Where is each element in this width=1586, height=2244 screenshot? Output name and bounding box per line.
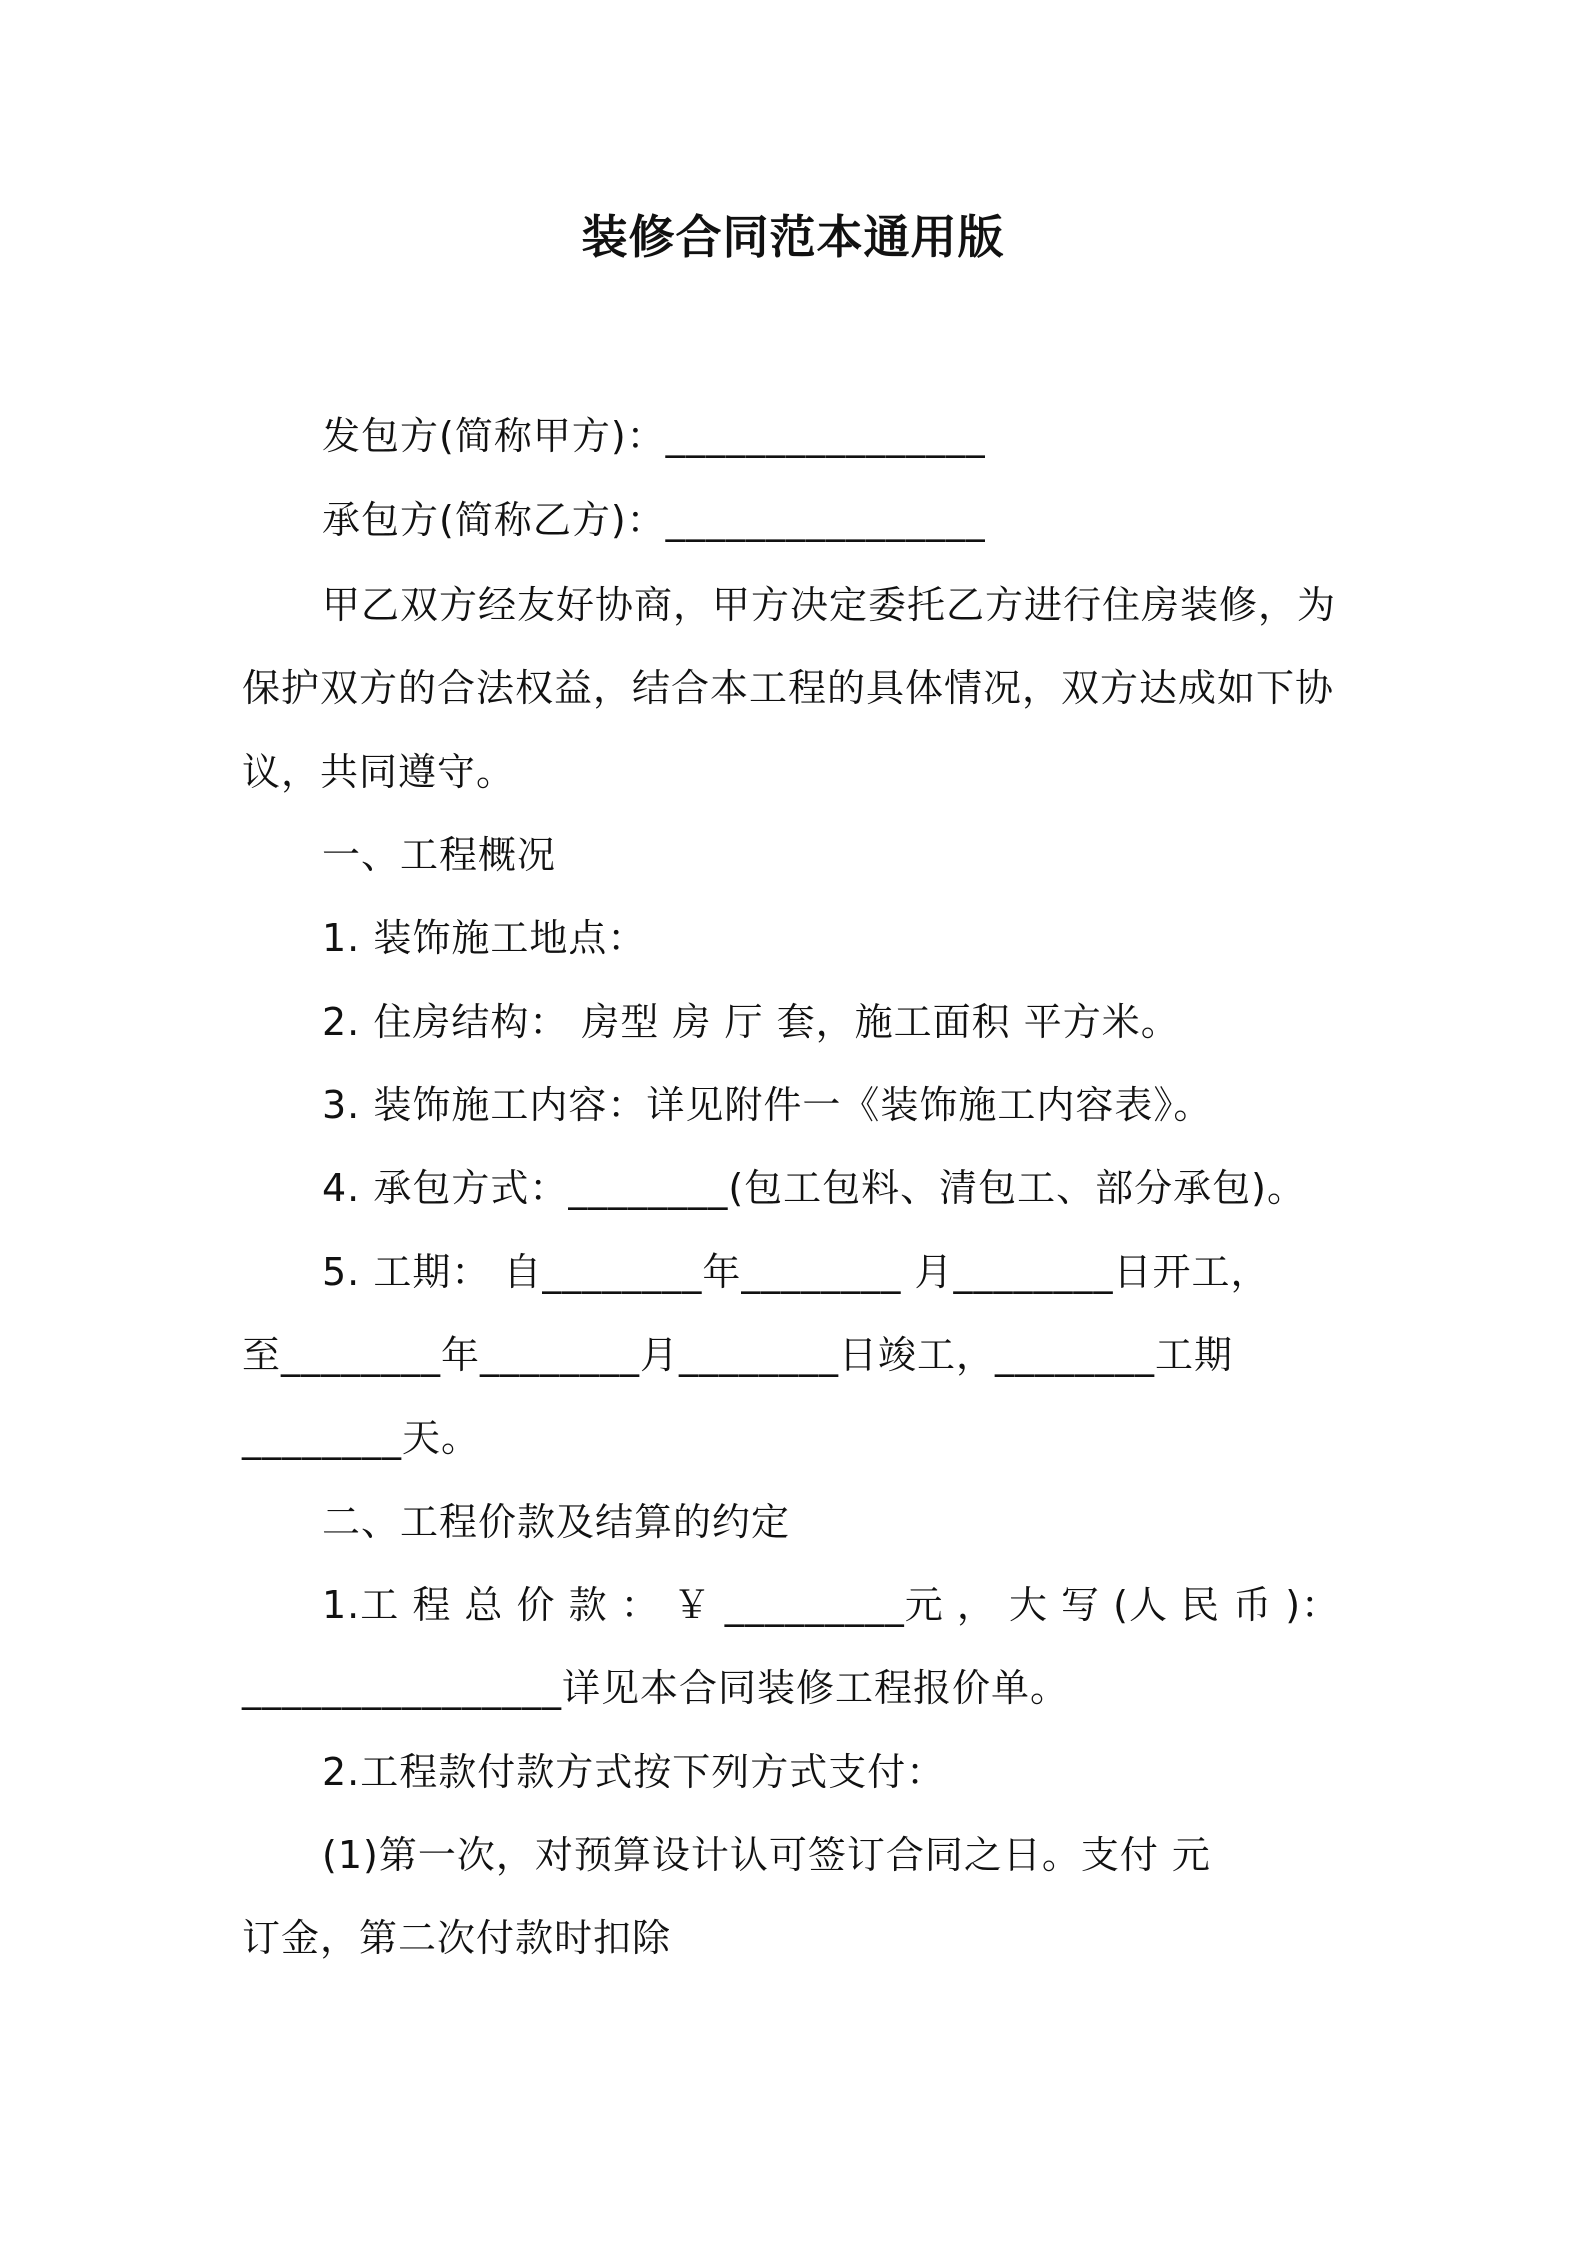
item-duration-line-2: 至________年________月________日竣工，________工期 [242, 1333, 1234, 1377]
paragraph-intro-line-3: 议，共同遵守。 [242, 750, 516, 794]
item-first-payment-line-1: (1)第一次，对预算设计认可签订合同之日。支付 元 [322, 1833, 1211, 1877]
item-total-price-line-1: 1.工 程 总 价 款 ： ￥ _________元 ， 大 写 (人 民 币 )： [322, 1583, 1341, 1627]
item-duration-line-1: 5. 工期： 自________年________ 月________日开工， [322, 1250, 1270, 1294]
item-first-payment-line-2: 订金，第二次付款时扣除 [242, 1916, 672, 1960]
document-title: 装修合同范本通用版 [581, 210, 1005, 264]
item-housing-structure: 2. 住房结构： 房型 房 厅 套，施工面积 平方米。 [322, 1000, 1180, 1044]
party-b-line: 承包方(简称乙方)：________________ [322, 498, 986, 542]
item-duration-line-3: ________天。 [242, 1416, 481, 1460]
paragraph-intro-line-2: 保护双方的合法权益，结合本工程的具体情况，双方达成如下协 [242, 666, 1335, 710]
item-contract-method: 4. 承包方式：________(包工包料、清包工、部分承包)。 [322, 1166, 1306, 1210]
item-construction-content: 3. 装饰施工内容：详见附件一《装饰施工内容表》。 [322, 1083, 1213, 1127]
section-heading-2: 二、工程价款及结算的约定 [322, 1500, 791, 1544]
party-a-line: 发包方(简称甲方)：________________ [322, 414, 986, 458]
section-heading-1: 一、工程概况 [322, 833, 557, 877]
paragraph-intro-line-1: 甲乙双方经友好协商，甲方决定委托乙方进行住房装修，为 [322, 583, 1337, 627]
item-construction-site: 1. 装饰施工地点： [322, 916, 647, 960]
item-payment-method: 2.工程款付款方式按下列方式支付： [322, 1750, 946, 1794]
item-total-price-line-2: ________________详见本合同装修工程报价单。 [242, 1666, 1070, 1710]
